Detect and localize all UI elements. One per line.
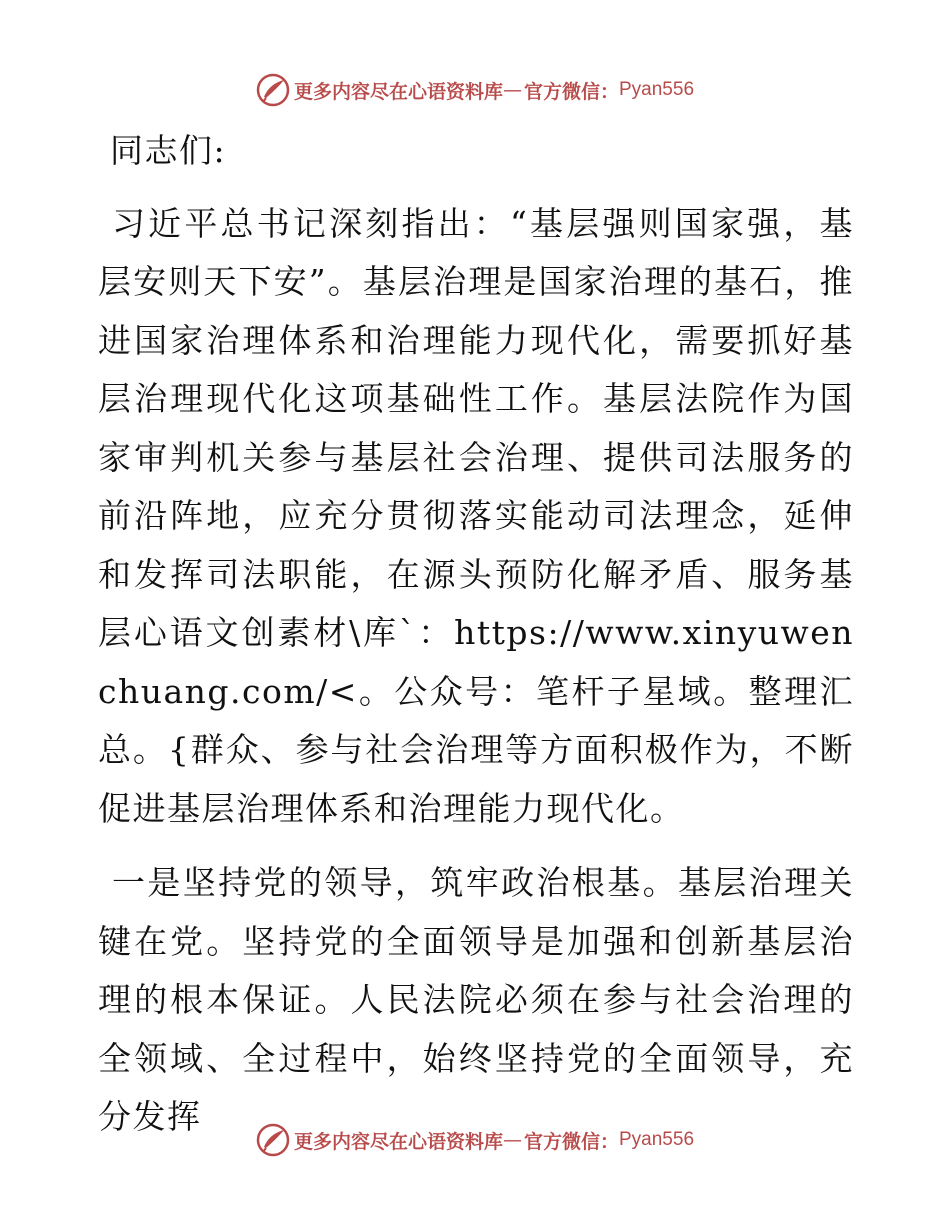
paragraph-point-one: 一是坚持党的领导，筑牢政治根基。基层治理关键在党。坚持党的全面领导是加强和创新基层治理的根本保证。人民法院必须在参与社会治理的全领域、全过程中，始终坚持党的全面领导，充分发挥: [98, 863, 854, 1136]
paragraph-intro: 习近平总书记深刻指出：“基层强则国家强，基层安则天下安”。基层治理是国家治理的基石，推进国家治理体系和治理能力现代化，需要抓好基层治理现代化这项基础性工作。基层法院作为国家审判机关参与基层社会治理、提供司法服务的前沿阵地，应充分贯彻落实能动司法理念，延伸和发挥司法职能，在源头预防化解矛盾、服务基层心语文创素材\库`：https://www.xinyuwenchuang.com/<。公众号：笔杆子星域。整理汇总。{群众、参与社会治理等方面积极作为，不断促进基层治理体系和治理能力现代化。: [98, 203, 854, 828]
banner-wechat-id: Pyan556: [619, 79, 695, 100]
banner-main-text: 更多内容尽在心语资料库: [293, 80, 503, 103]
banner-separator: —: [502, 1129, 522, 1151]
banner-wechat-id: Pyan556: [619, 1129, 695, 1150]
header-watermark-banner: [0, 70, 950, 110]
pen-logo-icon: [256, 1123, 290, 1157]
banner-wechat-label: 官方微信：: [523, 1130, 619, 1153]
banner-wechat-label: 官方微信：: [523, 80, 619, 103]
pen-logo-icon: [256, 73, 290, 107]
banner-main-text: 更多内容尽在心语资料库: [293, 1130, 503, 1153]
greeting: 同志们:: [110, 131, 227, 170]
document-body: [98, 122, 854, 1147]
banner-separator: —: [502, 79, 522, 101]
footer-watermark-banner: [0, 1120, 950, 1160]
